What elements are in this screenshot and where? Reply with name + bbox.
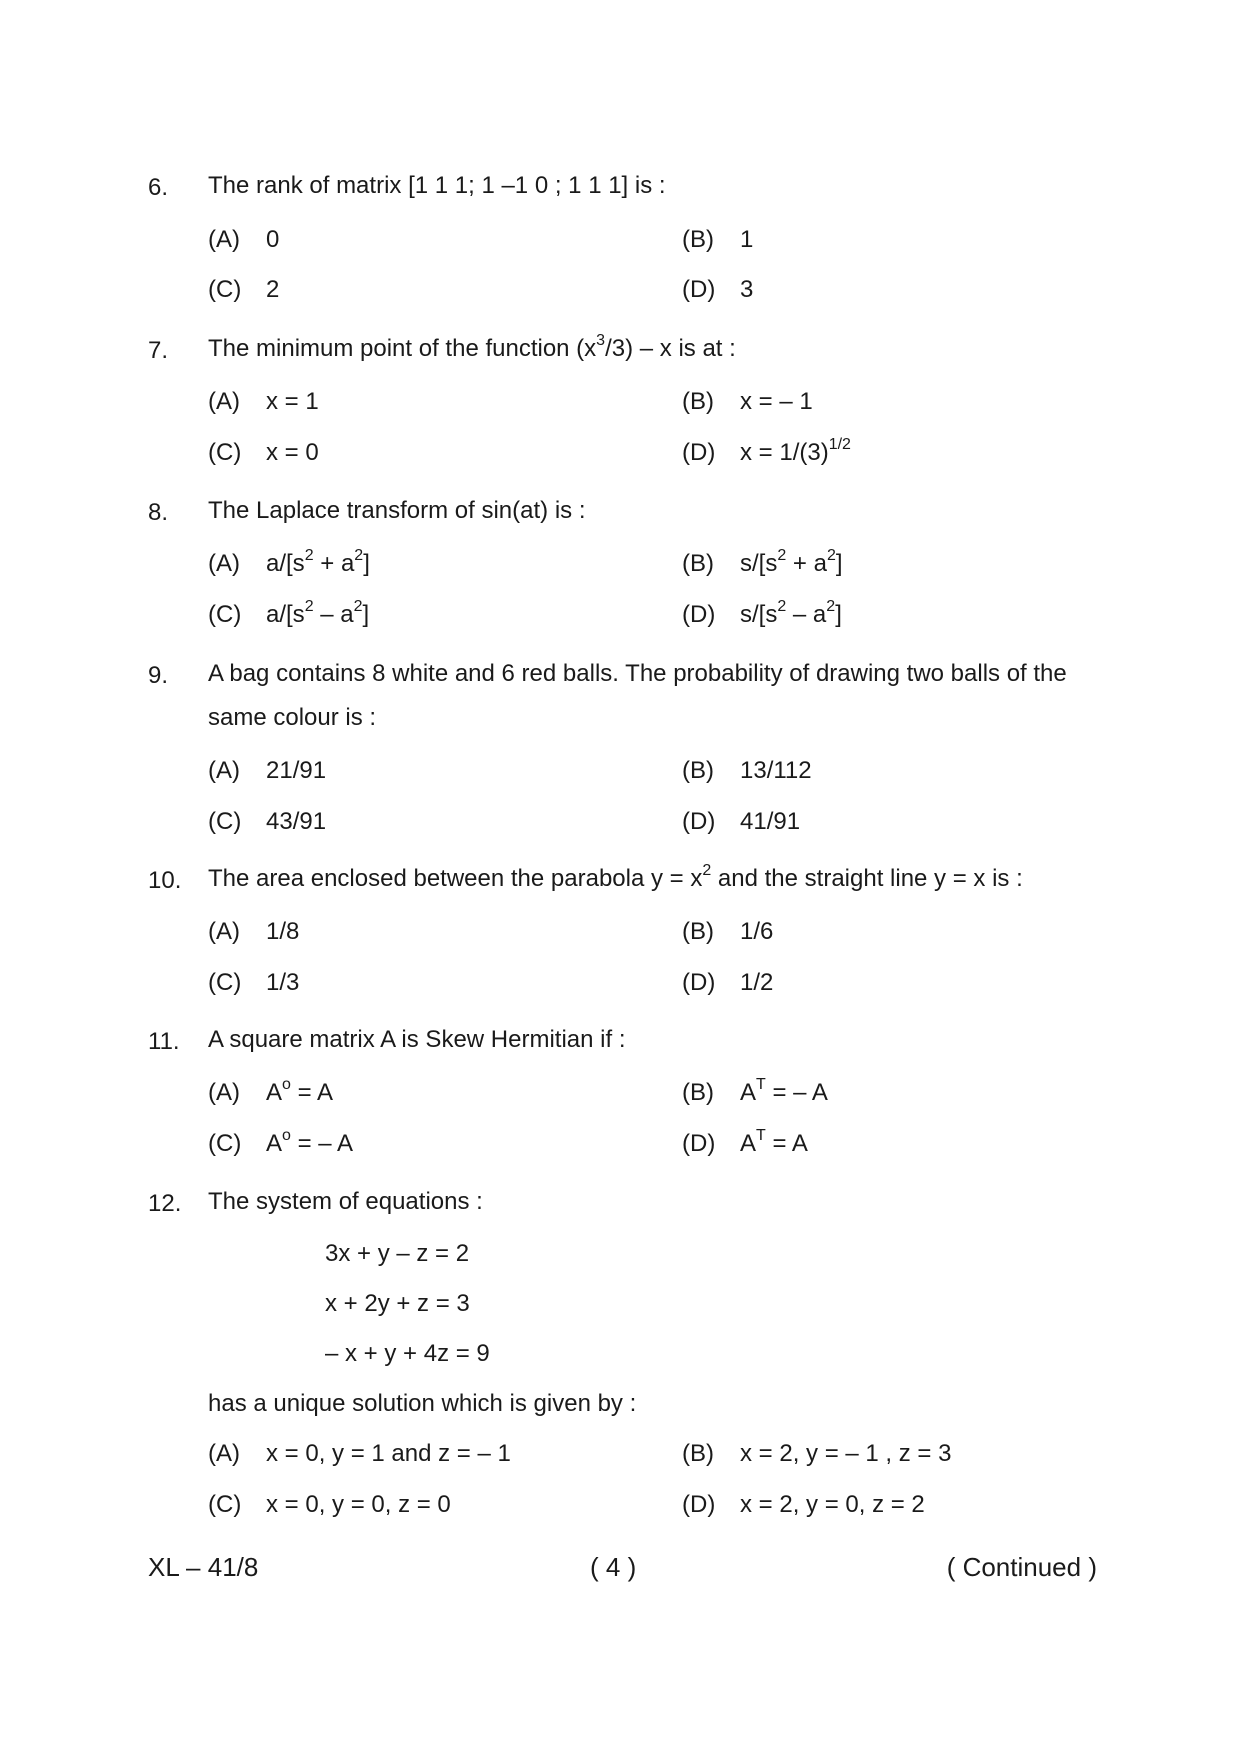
continued-label: ( Continued ): [946, 1552, 1097, 1582]
question-number: 12.: [148, 1190, 182, 1217]
question-text: The Laplace transform of sin(at) is :: [208, 497, 586, 524]
option-a: (A) x = 0, y = 1 and z = – 1: [208, 1440, 511, 1467]
question-text-continuation: has a unique solution which is given by :: [208, 1390, 637, 1417]
question-number: 9.: [148, 662, 169, 689]
option-d: (D) $s/[s^2 - a^2]$: [682, 598, 842, 628]
option-a: (A) $a/[s^2 + a^2]$: [208, 547, 370, 577]
question-text: The area enclosed between the parabola $y = x^2$ and the straight line y = x is :: [208, 862, 1023, 892]
option-c: (C) 2: [208, 276, 280, 303]
equation-2: x + 2y + z = 3: [325, 1290, 470, 1317]
question-number: 7.: [148, 337, 169, 364]
option-b: (B) $s/[s^2 + a^2]$: [682, 547, 843, 577]
option-d: (D) 41/91: [682, 808, 801, 835]
option-a: (A) 1/8: [208, 918, 300, 945]
option-d: (D) $A^T = A$: [682, 1127, 808, 1157]
equation-1: 3x + y – z = 2: [325, 1240, 470, 1267]
question-number: 10.: [148, 867, 182, 894]
option-d: (D) x = 2, y = 0, z = 2: [682, 1491, 925, 1518]
question-text: A square matrix A is Skew Hermitian if :: [208, 1026, 626, 1053]
option-d: (D) 3: [682, 276, 754, 303]
option-d: (D) 1/2: [682, 969, 774, 996]
option-b: (B) 1: [682, 226, 754, 253]
option-a: (A) 0: [208, 226, 280, 253]
option-c: (C) 1/3: [208, 969, 300, 996]
question-number: 6.: [148, 174, 169, 201]
option-b: (B) $A^T$ = – A: [682, 1076, 828, 1106]
question-number: 8.: [148, 499, 169, 526]
option-b: (B) x = – 1: [682, 388, 813, 415]
question-text: The system of equations :: [208, 1188, 483, 1215]
equation-3: – x + y + 4z = 9: [325, 1340, 490, 1367]
option-c: (C) x = 0: [208, 439, 319, 466]
option-a: (A) x = 1: [208, 388, 319, 415]
page-number: ( 4 ): [590, 1552, 637, 1582]
question-number: 11.: [148, 1028, 180, 1055]
option-a: (A) 21/91: [208, 757, 327, 784]
option-b: (B) 1/6: [682, 918, 774, 945]
option-c: (C) x = 0, y = 0, z = 0: [208, 1491, 451, 1518]
option-c: (C) 43/91: [208, 808, 327, 835]
option-c: (C) $a/[s^2 - a^2]$: [208, 598, 370, 628]
option-a: (A) $A^o = A$: [208, 1076, 333, 1106]
option-c: (C) $A^o$ = – A: [208, 1127, 353, 1157]
question-text: The rank of matrix [1 1 1; 1 –1 0 ; 1 1 1] is :: [208, 172, 666, 199]
option-b: (B) x = 2, y = – 1 , z = 3: [682, 1440, 952, 1467]
question-text: The minimum point of the function $(x^3/3)$ – x is at :: [208, 332, 736, 362]
paper-code: XL – 41/8: [148, 1552, 259, 1582]
question-text: A bag contains 8 white and 6 red balls. The probability of drawing two balls of the same colour is :: [208, 660, 1067, 731]
option-d: (D) $x = 1/(3)^{1/2}$: [682, 436, 851, 466]
option-b: (B) 13/112: [682, 757, 812, 784]
